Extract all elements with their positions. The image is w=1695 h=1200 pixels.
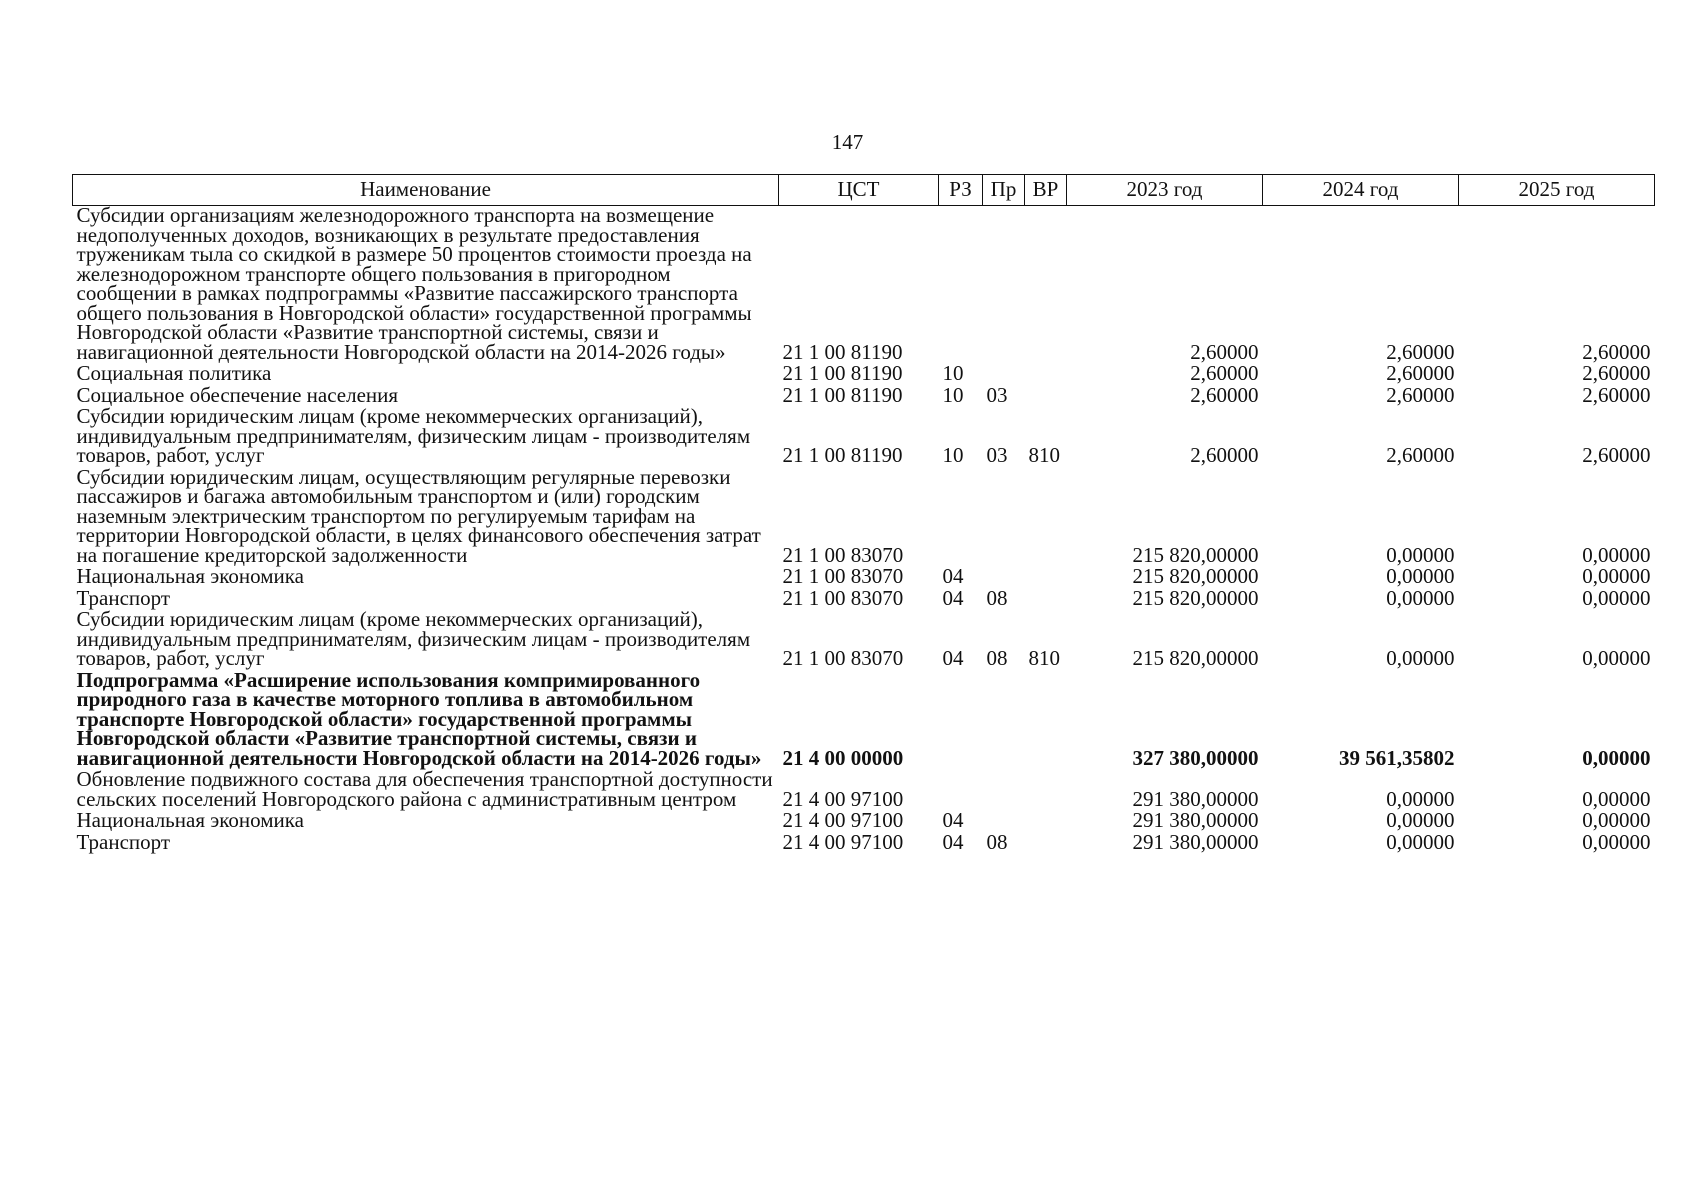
row-pr — [983, 468, 1025, 568]
row-rz: 10 — [942, 443, 964, 467]
row-value-2023: 215 820,00000 — [1132, 585, 1259, 610]
row-name: Социальное обеспечение населения — [76, 382, 399, 407]
column-header-2024: 2024 год — [1263, 175, 1459, 206]
row-pr — [983, 206, 1025, 365]
table-row — [73, 206, 1655, 365]
row-vr — [1025, 770, 1067, 811]
row-rz — [939, 468, 983, 568]
table-row — [73, 770, 1655, 811]
row-pr: 08 — [986, 646, 1008, 670]
row-rz: 10 — [942, 382, 964, 407]
row-name: Транспорт — [76, 829, 171, 854]
row-value-2023: 2,60000 — [1190, 339, 1259, 364]
row-value-2024: 2,60000 — [1386, 443, 1455, 467]
row-code: 21 1 00 81190 — [782, 339, 903, 364]
row-vr — [1025, 206, 1067, 365]
row-value-2025: 0,00000 — [1582, 542, 1651, 567]
row-rz: 04 — [942, 829, 964, 854]
row-vr: 810 — [1028, 646, 1060, 670]
row-value-2025: 2,60000 — [1582, 382, 1651, 407]
row-value-2024: 39 561,35802 — [1339, 745, 1455, 770]
row-value-2024: 0,00000 — [1386, 808, 1455, 832]
row-name: Субсидии организациям железнодорожного транспорта на возмещение недополученных доходов, возникающих в результате предоставления труженикам тыла со скидкой в размере 50 процентов стоимости проезда на железнодорожном транспорте общего пользования в пригородном сообщении в рамках подпрограммы «Развитие пассажирского транспорта общего пользования в Новгородской области» государственной программы Новгородской области «Развитие транспортной системы, связи и навигационной деятельности Новгородской области на 2014-2026 годы» — [76, 203, 752, 364]
row-value-2025: 0,00000 — [1582, 646, 1651, 670]
row-name: Подпрограмма «Расширение использования компримированного природного газа в качестве моторного топлива в автомобильном транспорте Новгородской области» государственной программы Новгородской области «Развитие транспортной системы, связи и навигационной деятельности Новгородской области на 2014-2026 годы» — [76, 667, 762, 770]
row-value-2023: 291 380,00000 — [1132, 829, 1259, 854]
row-value-2025: 0,00000 — [1582, 745, 1651, 770]
column-header-rz: РЗ — [939, 175, 983, 206]
row-value-2025: 0,00000 — [1582, 564, 1651, 588]
budget-table — [72, 174, 1655, 854]
column-header-name: Наименование — [73, 175, 779, 206]
row-vr — [1025, 671, 1067, 771]
row-name: Социальная политика — [76, 361, 272, 385]
row-code: 21 4 00 00000 — [782, 745, 904, 770]
row-code: 21 1 00 81190 — [782, 443, 903, 467]
row-pr — [983, 671, 1025, 771]
row-rz: 04 — [942, 808, 964, 832]
row-value-2025: 0,00000 — [1582, 585, 1651, 610]
row-value-2024: 0,00000 — [1386, 542, 1455, 567]
row-rz: 10 — [942, 361, 964, 385]
row-vr — [1025, 589, 1067, 611]
row-value-2023: 215 820,00000 — [1132, 564, 1259, 588]
column-header-pr: Пр — [983, 175, 1025, 206]
row-name: Национальная экономика — [76, 808, 304, 832]
row-pr: 03 — [986, 443, 1008, 467]
row-code: 21 1 00 83070 — [782, 542, 904, 567]
table-row — [73, 610, 1655, 671]
row-code: 21 4 00 97100 — [782, 786, 904, 811]
row-name: Национальная экономика — [76, 564, 304, 588]
row-code: 21 1 00 81190 — [782, 361, 903, 385]
row-value-2025: 0,00000 — [1582, 786, 1651, 811]
row-code: 21 1 00 83070 — [782, 564, 904, 588]
row-name: Субсидии юридическим лицам (кроме некоммерческих организаций), индивидуальным предпринимателям, физическим лицам - производителям товаров, работ, услуг — [76, 607, 751, 670]
row-rz: 04 — [942, 585, 964, 610]
table-body — [73, 203, 1655, 855]
row-code: 21 1 00 81190 — [782, 382, 903, 407]
row-value-2024: 0,00000 — [1386, 585, 1455, 610]
row-rz — [939, 770, 983, 811]
row-value-2023: 215 820,00000 — [1132, 542, 1259, 567]
row-value-2024: 0,00000 — [1386, 786, 1455, 811]
row-vr — [1025, 567, 1067, 589]
row-vr — [1025, 386, 1067, 408]
row-value-2025: 0,00000 — [1582, 829, 1651, 854]
table-row — [73, 407, 1655, 468]
row-vr — [1025, 364, 1067, 386]
table-header — [73, 175, 1655, 206]
row-code: 21 4 00 97100 — [782, 829, 904, 854]
row-name: Транспорт — [76, 585, 171, 610]
table-row — [73, 833, 1655, 855]
row-value-2024: 0,00000 — [1386, 829, 1455, 854]
row-value-2024: 2,60000 — [1386, 361, 1455, 385]
row-value-2024: 2,60000 — [1386, 339, 1455, 364]
row-value-2023: 215 820,00000 — [1132, 646, 1259, 670]
row-value-2023: 2,60000 — [1190, 361, 1259, 385]
row-value-2025: 2,60000 — [1582, 339, 1651, 364]
row-rz — [939, 206, 983, 365]
row-name: Обновление подвижного состава для обеспечения транспортной доступности сельских поселений Новгородского района с административным центром — [76, 767, 773, 811]
column-header-code: ЦСТ — [779, 175, 939, 206]
row-code: 21 4 00 97100 — [782, 808, 904, 832]
row-name: Субсидии юридическим лицам (кроме некоммерческих организаций), индивидуальным предпринимателям, физическим лицам - производителям товаров, работ, услуг — [76, 404, 751, 467]
row-value-2023: 291 380,00000 — [1132, 786, 1259, 811]
row-vr: 810 — [1028, 443, 1060, 467]
row-vr — [1025, 468, 1067, 568]
row-rz — [939, 671, 983, 771]
row-rz: 04 — [942, 646, 964, 670]
row-value-2025: 0,00000 — [1582, 808, 1651, 832]
table-row — [73, 468, 1655, 568]
row-vr — [1025, 811, 1067, 833]
row-value-2023: 2,60000 — [1190, 443, 1259, 467]
row-value-2025: 2,60000 — [1582, 361, 1651, 385]
row-pr: 08 — [986, 829, 1008, 854]
row-value-2024: 0,00000 — [1386, 646, 1455, 670]
page-number: 147 — [831, 130, 864, 154]
row-value-2023: 2,60000 — [1190, 382, 1259, 407]
row-value-2023: 291 380,00000 — [1132, 808, 1259, 832]
row-value-2024: 0,00000 — [1386, 564, 1455, 588]
row-value-2023: 327 380,00000 — [1132, 745, 1259, 770]
row-pr — [983, 770, 1025, 811]
row-code: 21 1 00 83070 — [782, 646, 904, 670]
row-name: Субсидии юридическим лицам, осуществляющим регулярные перевозки пассажиров и багажа автомобильным транспортом и (или) городским наземным электрическим транспортом по регулируемым тарифам на территории Новгородской области, в целях финансового обеспечения затрат на погашение кредиторской задолженности — [76, 464, 761, 567]
row-value-2024: 2,60000 — [1386, 382, 1455, 407]
row-value-2025: 2,60000 — [1582, 443, 1651, 467]
row-pr: 03 — [986, 382, 1008, 407]
row-code: 21 1 00 83070 — [782, 585, 904, 610]
column-header-2025: 2025 год — [1459, 175, 1655, 206]
column-header-vr: ВР — [1025, 175, 1067, 206]
row-vr — [1025, 833, 1067, 855]
row-pr: 08 — [986, 585, 1008, 610]
row-rz: 04 — [942, 564, 964, 588]
table-row — [73, 671, 1655, 771]
column-header-2023: 2023 год — [1067, 175, 1263, 206]
